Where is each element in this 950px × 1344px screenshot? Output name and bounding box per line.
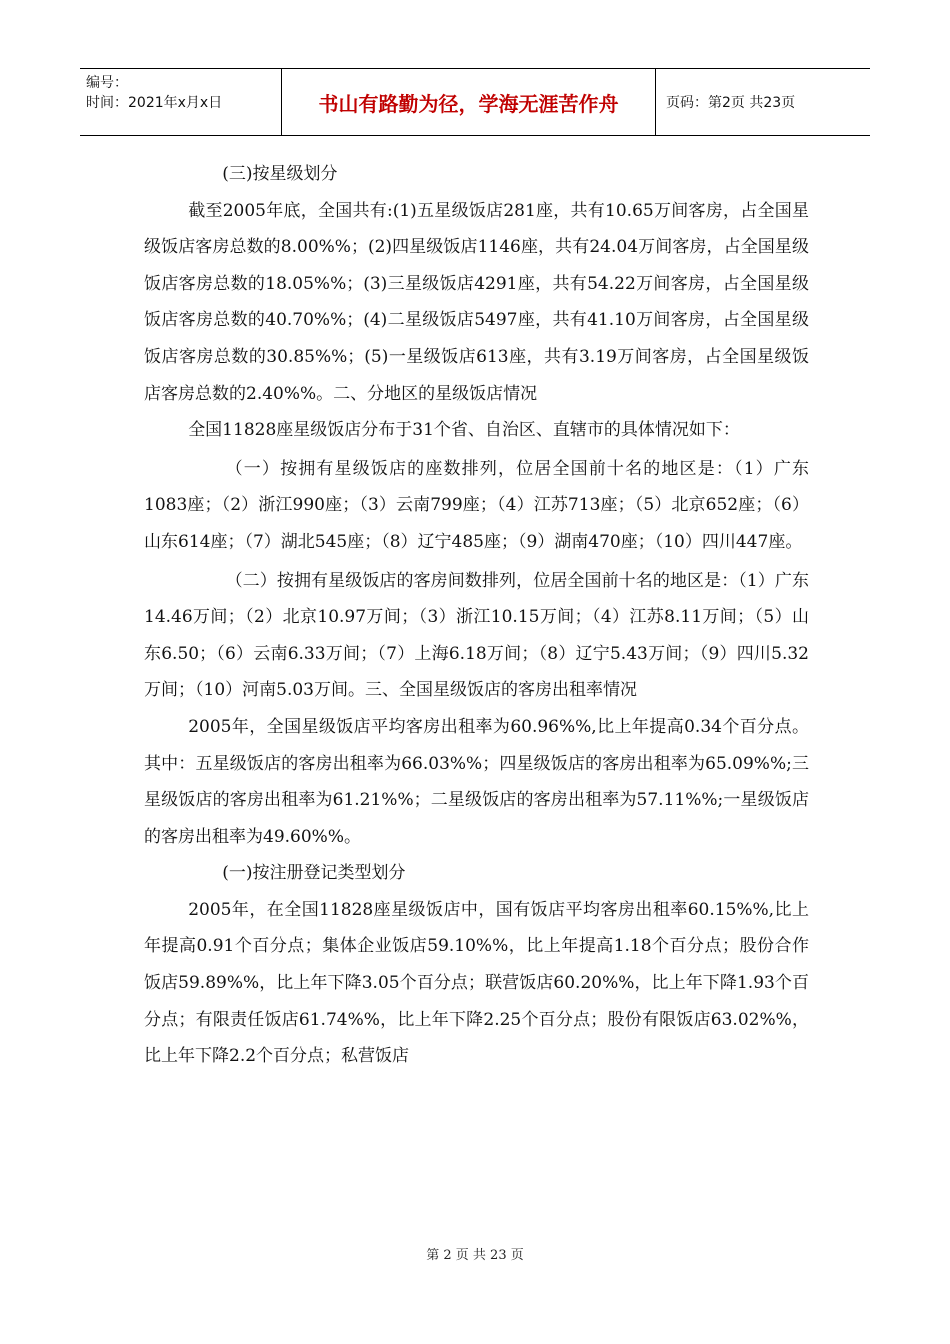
page-footer: 第 2 页 共 23 页 bbox=[426, 1248, 524, 1263]
document-body bbox=[144, 156, 809, 1075]
section-heading-registration-type: (一)按注册登记类型划分 bbox=[222, 863, 406, 884]
header-meta bbox=[80, 69, 282, 135]
paragraph-region-by-rooms: （二）按拥有星级饭店的客房间数排列，位居全国前十名的地区是：（1）广东14.46万间；（2）北京10.97万间；（3）浙江10.15万间；（4）江苏8.11万间；（5）山东6.50；（6）云南6.33万间；（7）上海6.18万间；（8）辽宁5.43万间；（9）四川5.32万间；（10）河南5.03万间。三、全国星级饭店的客房出租率情况 bbox=[144, 570, 809, 701]
paragraph-star-summary: 截至2005年底，全国共有:(1)五星级饭店281座，共有10.65万间客房，占全国星级饭店客房总数的8.00%%；(2)四星级饭店1146座，共有24.04万间客房，占全国星级饭店客房总数的18.05%%；(3)三星级饭店4291座，共有54.22万间客房，占全国星级饭店客房总数的40.70%%；(4)二星级饭店5497座，共有41.10万间客房，占全国星级饭店客房总数的30.85%%；(5)一星级饭店613座，共有3.19万间客房，占全国星级饭店客房总数的2.40%%。二、分地区的星级饭店情况 bbox=[144, 200, 809, 404]
paragraph-occupancy-rate: 2005年，全国星级饭店平均客房出租率为60.96%%,比上年提高0.34个百分点。其中：五星级饭店的客房出租率为66.03%%；四星级饭店的客房出租率为65.09%%;三星级饭店的客房出租率为61.21%%；二星级饭店的客房出租率为57.11%%;一星级饭店的客房出租率为49.60%%。 bbox=[144, 716, 809, 847]
header-motto: 书山有路勤为径，学海无涯苦作舟 bbox=[282, 69, 656, 135]
paragraph-region-by-count: （一）按拥有星级饭店的座数排列，位居全国前十名的地区是：（1）广东1083座；（2）浙江990座；（3）云南799座；（4）江苏713座；（5）北京652座；（6）山东614座；（7）湖北545座；（8）辽宁485座；（9）湖南470座；（10）四川447座。 bbox=[144, 458, 809, 552]
document-date: 时间：2021年x月x日 bbox=[86, 95, 223, 111]
document-number-label: 编号： bbox=[86, 75, 128, 91]
header-page-info: 页码：第2页 共23页 bbox=[666, 95, 796, 111]
paragraph-region-intro: 全国11828座星级饭店分布于31个省、自治区、直辖市的具体情况如下： bbox=[188, 420, 740, 441]
section-heading-star-rating: (三)按星级划分 bbox=[222, 164, 338, 184]
paragraph-registration-occupancy: 2005年，在全国11828座星级饭店中，国有饭店平均客房出租率60.15%%,比上年提高0.91个百分点；集体企业饭店59.10%%，比上年提高1.18个百分点；股份合作饭店59.89%%，比上年下降3.05个百分点；联营饭店60.20%%，比上年下降1.93个百分点；有限责任饭店61.74%%，比上年下降2.25个百分点；股份有限饭店63.02%%，比上年下降2.2个百分点；私营饭店 bbox=[144, 899, 809, 1067]
document-header bbox=[80, 68, 870, 136]
